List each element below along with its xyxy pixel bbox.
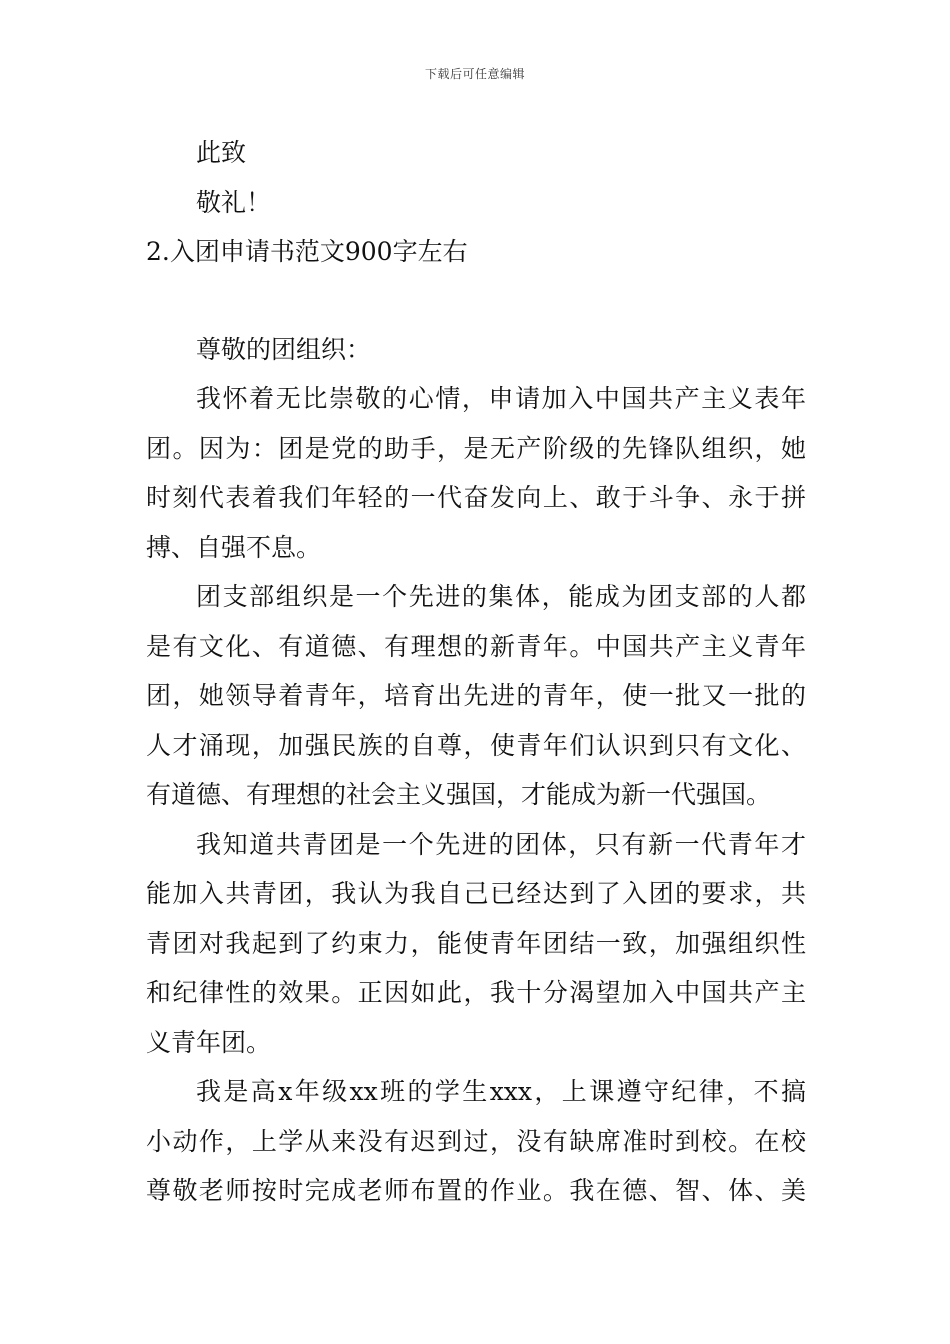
- paragraph-4: [146, 1067, 806, 1216]
- page-header-note: 下载后可任意编辑: [424, 67, 525, 81]
- section-title: 2.入团申请书范文900字左右: [146, 237, 468, 266]
- paragraph-3: [146, 820, 806, 1068]
- paragraph-line: 团支部组织是一个先进的集体，能成为团支部的人都: [196, 582, 806, 611]
- paragraph-line: 青团对我起到了约束力，能使青年团结一致，加强组织性: [146, 928, 806, 958]
- salutation: 尊敬的团组织：: [196, 334, 372, 364]
- paragraph-line: 搏、自强不息。: [146, 532, 322, 562]
- paragraph-line: 有道德、有理想的社会主义强国，才能成为新一代强国。: [146, 780, 772, 809]
- paragraph-line: 团，她领导着青年，培育出先进的青年，使一批又一批的: [146, 681, 806, 710]
- document-body: [146, 128, 806, 1216]
- paragraph-line: 我是高x年级xx班的学生xxx，上课遵守纪律，不搞: [196, 1077, 806, 1106]
- paragraph-line: 尊敬老师按时完成老师布置的作业。我在德、智、体、美: [146, 1176, 806, 1205]
- paragraph-line: 能加入共青团，我认为我自己已经达到了入团的要求，共: [146, 879, 806, 908]
- paragraph-1: [146, 374, 806, 572]
- closing-line-2: 敬礼！: [196, 187, 272, 217]
- closing-line-1: 此致: [196, 138, 247, 167]
- paragraph-2: [146, 572, 806, 820]
- paragraph-line: 人才涌现，加强民族的自尊，使青年们认识到只有文化、: [146, 730, 806, 760]
- paragraph-line: 我怀着无比崇敬的心情，申请加入中国共产主义表年: [196, 384, 806, 413]
- paragraph-line: 义青年团。: [146, 1027, 272, 1057]
- paragraph-line: 团。因为：团是党的助手，是无产阶级的先锋队组织，她: [146, 433, 806, 463]
- paragraph-line: 我知道共青团是一个先进的团体，只有新一代青年才: [196, 829, 806, 859]
- paragraph-line: 是有文化、有道德、有理想的新青年。中国共产主义青年: [146, 631, 806, 661]
- paragraph-line: 小动作，上学从来没有迟到过，没有缺席准时到校。在校: [146, 1126, 806, 1156]
- blank-line: [146, 277, 806, 325]
- paragraph-line: 和纪律性的效果。正因如此，我十分渴望加入中国共产主: [146, 978, 806, 1007]
- paragraph-line: 时刻代表着我们年轻的一代奋发向上、敢于斗争、永于拼: [146, 483, 806, 512]
